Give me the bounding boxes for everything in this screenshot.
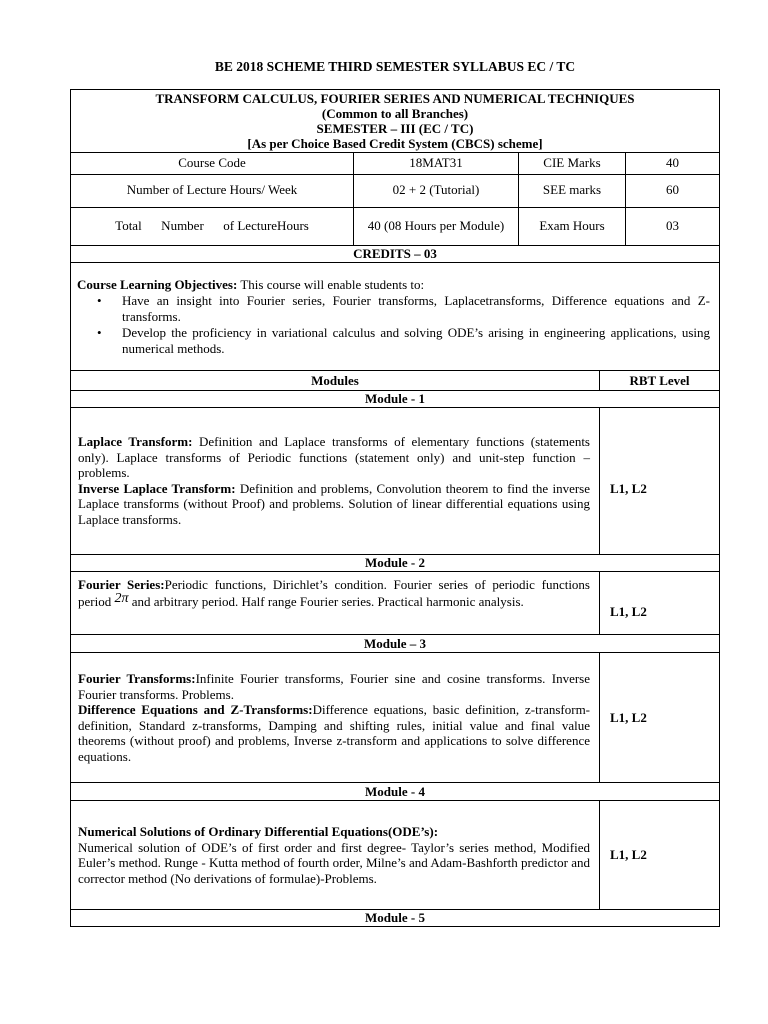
module-4-content [78, 824, 590, 886]
info-value-course-code: 18MAT31 [409, 155, 463, 170]
module-3-heading: Module – 3 [363, 636, 427, 651]
module-3-content [78, 671, 590, 764]
objective-item: • Have an insight into Fourier series, Fourier transforms, Laplacetransforms, Difference equations and Z-transforms. [77, 293, 710, 325]
info-label-exam-hours: Exam Hours [539, 218, 605, 233]
course-semester: SEMESTER – III (EC / TC) [316, 121, 474, 136]
module-1-laplace-text: Definition and Laplace transforms of elementary functions (statements only). Laplace transforms of Periodic functions (statement only) and unit-step function – problems. [78, 434, 590, 480]
module-1-content [78, 434, 590, 527]
module-2-content [78, 577, 590, 611]
info-label-total-hours: Total Number of LectureHours [115, 218, 309, 233]
module-2-rbt: L1, L2 [610, 604, 647, 619]
module-1-laplace [78, 434, 590, 481]
module-4-ode-title: Numerical Solutions of Ordinary Differential Equations(ODE’s): [78, 824, 439, 839]
course-title-block [71, 91, 719, 151]
module-2-fourier-series [78, 577, 590, 611]
module-5-heading: Module - 5 [365, 910, 425, 925]
module-3-de-title: Difference Equations and Z-Transforms: [78, 702, 313, 717]
module-4-rbt: L1, L2 [610, 847, 647, 862]
objectives-intro: This course will enable students to: [237, 277, 425, 292]
module-4-ode-text: Numerical solution of ODE’s of first order and first degree- Taylor’s series method, Modified Euler’s method. Runge - Kutta method of fourth order, Milne’s and Adam-Bashforth predictor and corrector method (No derivations of formulae)-Problems. [78, 839, 590, 886]
module-2-fourier-text-a: Periodic functions, Dirichlet’s condition. Fourier series of periodic functions period [78, 577, 590, 609]
course-title: TRANSFORM CALCULUS, FOURIER SERIES AND NUMERICAL TECHNIQUES [155, 91, 635, 106]
module-4-heading: Module - 4 [365, 784, 425, 799]
info-label-see-marks: SEE marks [542, 182, 602, 197]
info-value-lecture-hours-week: 02 + 2 (Tutorial) [392, 182, 480, 197]
objectives-list [77, 293, 710, 357]
info-value-see-marks: 60 [666, 182, 679, 197]
page-header: BE 2018 SCHEME THIRD SEMESTER SYLLABUS EC / TC [214, 59, 576, 74]
module-2-period-symbol: 2π [114, 590, 129, 606]
module-2-fourier-text-b: and arbitrary period. Half range Fourier series. Practical harmonic analysis. [128, 593, 524, 609]
course-common: (Common to all Branches) [321, 106, 469, 121]
objective-item: • Develop the proficiency in variational calculus and solving ODE’s arising in engineering applications, using numerical methods. [77, 325, 710, 357]
objectives-heading-line [77, 277, 710, 293]
module-2-heading: Module - 2 [365, 555, 425, 570]
rbt-column-header: RBT Level [629, 373, 690, 388]
module-1-laplace-title: Laplace Transform: [78, 434, 193, 449]
module-3-fourier-transforms [78, 671, 590, 702]
module-2-fourier-title: Fourier Series: [78, 577, 165, 592]
modules-column-header: Modules [311, 373, 359, 388]
module-4-ode-title-line [78, 824, 590, 840]
module-1-heading: Module - 1 [365, 391, 425, 406]
info-value-exam-hours: 03 [666, 218, 679, 233]
objectives-section [77, 277, 710, 357]
credits: CREDITS – 03 [353, 246, 437, 261]
module-3-ft-text: Infinite Fourier transforms, Fourier sine and cosine transforms. Inverse Fourier transforms. Problems. [78, 671, 590, 702]
info-label-cie-marks: CIE Marks [543, 155, 601, 170]
info-label-course-code: Course Code [178, 155, 246, 170]
module-1-inverse-title: Inverse Laplace Transform: [78, 480, 236, 496]
info-value-cie-marks: 40 [666, 155, 679, 170]
module-1-rbt: L1, L2 [610, 481, 647, 496]
module-3-de-text: Difference equations, basic definition, z-transform-definition, Standard z-transforms, Damping and shifting rules, initial value and final value theorems (without proof) and problems, Inverse z-transform and applications to solve difference equations. [78, 702, 591, 764]
info-value-total-hours: 40 (08 Hours per Module) [367, 218, 505, 233]
course-scheme: [As per Choice Based Credit System (CBCS) scheme] [247, 136, 543, 151]
module-1-inverse-laplace [78, 481, 590, 528]
module-3-rbt: L1, L2 [610, 710, 647, 725]
module-1-inverse-text: Definition and problems, Convolution theorem to find the inverse Laplace transforms (without Proof) and problems. Solution of linear differential equations using Laplace transforms. [78, 480, 590, 527]
module-3-difference-equations [78, 702, 590, 764]
info-label-lecture-hours-week: Number of Lecture Hours/ Week [126, 182, 298, 197]
objectives-heading: Course Learning Objectives: [77, 277, 238, 292]
module-3-ft-title: Fourier Transforms: [78, 671, 196, 686]
